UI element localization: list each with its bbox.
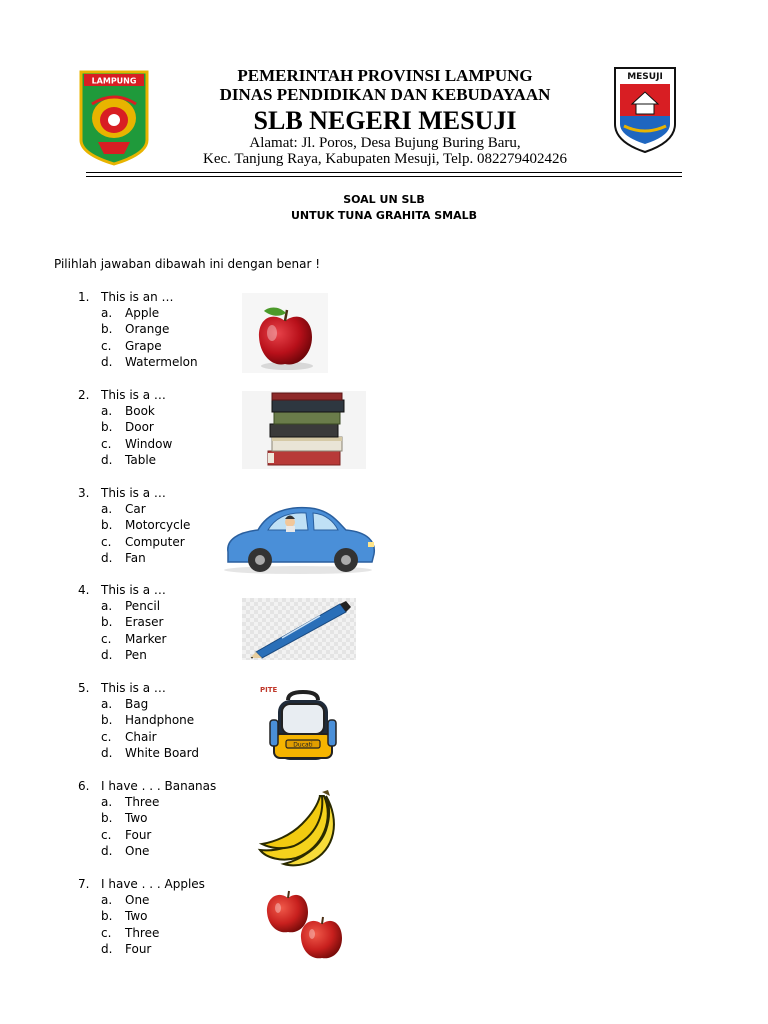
question-text: This is a … bbox=[101, 681, 166, 695]
option-d: d. Watermelon bbox=[101, 354, 198, 369]
option-b: b. Handphone bbox=[101, 713, 195, 728]
question-number: 7. bbox=[78, 877, 90, 891]
header-rule bbox=[86, 172, 682, 173]
question-number: 1. bbox=[78, 290, 90, 304]
option-d: d. Fan bbox=[101, 550, 146, 565]
instruction-text: Pilihlah jawaban dibawah ini dengan benar ! bbox=[54, 257, 321, 271]
pencil-icon bbox=[242, 598, 356, 660]
apple-icon bbox=[242, 293, 328, 373]
option-b: b. Motorcycle bbox=[101, 518, 191, 533]
option-c: c. Chair bbox=[101, 729, 157, 744]
mesuji-logo bbox=[612, 66, 678, 154]
question-3 bbox=[78, 485, 190, 566]
option-b: b. Two bbox=[101, 909, 148, 924]
option-a: a. Book bbox=[101, 404, 155, 419]
svg-text:PITE: PITE bbox=[260, 686, 278, 694]
option-d: d. White Board bbox=[101, 745, 199, 760]
option-a: a. Bag bbox=[101, 697, 149, 712]
option-a: a. One bbox=[101, 893, 150, 908]
option-a: a. Three bbox=[101, 795, 160, 810]
header-school-name: SLB NEGERI MESUJI bbox=[253, 106, 517, 135]
question-number: 4. bbox=[78, 583, 90, 597]
question-text: This is a … bbox=[101, 388, 166, 402]
exam-title: SOAL UN SLB bbox=[343, 193, 425, 206]
header-rule-thin bbox=[86, 176, 682, 177]
option-c: c. Three bbox=[101, 925, 160, 940]
option-d: d. Four bbox=[101, 941, 152, 956]
option-c: c. Computer bbox=[101, 534, 185, 549]
option-b: b. Two bbox=[101, 811, 148, 826]
question-1 bbox=[78, 289, 198, 370]
option-b: b. Eraser bbox=[101, 615, 164, 630]
question-text: This is an … bbox=[101, 290, 174, 304]
question-number: 6. bbox=[78, 779, 90, 793]
question-number: 3. bbox=[78, 486, 90, 500]
option-a: a. Apple bbox=[101, 306, 160, 321]
question-6 bbox=[78, 778, 216, 859]
two-apples-icon bbox=[262, 888, 348, 964]
option-a: a. Pencil bbox=[101, 599, 161, 614]
option-c: c. Four bbox=[101, 827, 152, 842]
exam-subtitle: UNTUK TUNA GRAHITA SMALB bbox=[291, 209, 477, 222]
question-number: 5. bbox=[78, 681, 90, 695]
question-text: I have . . . Apples bbox=[101, 877, 205, 891]
books-icon bbox=[242, 391, 366, 469]
header-address-line2: Kec. Tanjung Raya, Kabupaten Mesuji, Telp. 082279402426 bbox=[203, 151, 567, 167]
option-d: d. One bbox=[101, 843, 150, 858]
lampung-logo-text: LAMPUNG bbox=[91, 76, 137, 86]
header-province: PEMERINTAH PROVINSI LAMPUNG bbox=[237, 66, 533, 85]
option-b: b. Orange bbox=[101, 322, 170, 337]
question-4 bbox=[78, 582, 166, 663]
question-7 bbox=[78, 876, 205, 957]
question-number: 2. bbox=[78, 388, 90, 402]
option-d: d. Table bbox=[101, 452, 157, 467]
question-text: I have . . . Bananas bbox=[101, 779, 217, 793]
car-icon bbox=[218, 502, 380, 576]
question-text: This is a … bbox=[101, 486, 166, 500]
lampung-logo bbox=[78, 70, 150, 166]
option-d: d. Pen bbox=[101, 647, 147, 662]
header-department: DINAS PENDIDIKAN DAN KEBUDAYAAN bbox=[219, 85, 551, 104]
option-c: c. Window bbox=[101, 436, 173, 451]
option-b: b. Door bbox=[101, 420, 154, 435]
backpack-icon bbox=[258, 684, 348, 768]
backpack-label: Ducati bbox=[293, 741, 313, 749]
header-address-line1: Alamat: Jl. Poros, Desa Bujung Buring Baru, bbox=[249, 135, 521, 151]
option-c: c. Grape bbox=[101, 338, 162, 353]
mesuji-logo-text: MESUJI bbox=[627, 72, 663, 82]
option-c: c. Marker bbox=[101, 631, 167, 646]
option-a: a. Car bbox=[101, 502, 146, 517]
question-2 bbox=[78, 387, 172, 468]
question-text: This is a … bbox=[101, 583, 166, 597]
bananas-icon bbox=[254, 788, 344, 868]
question-5 bbox=[78, 680, 199, 761]
